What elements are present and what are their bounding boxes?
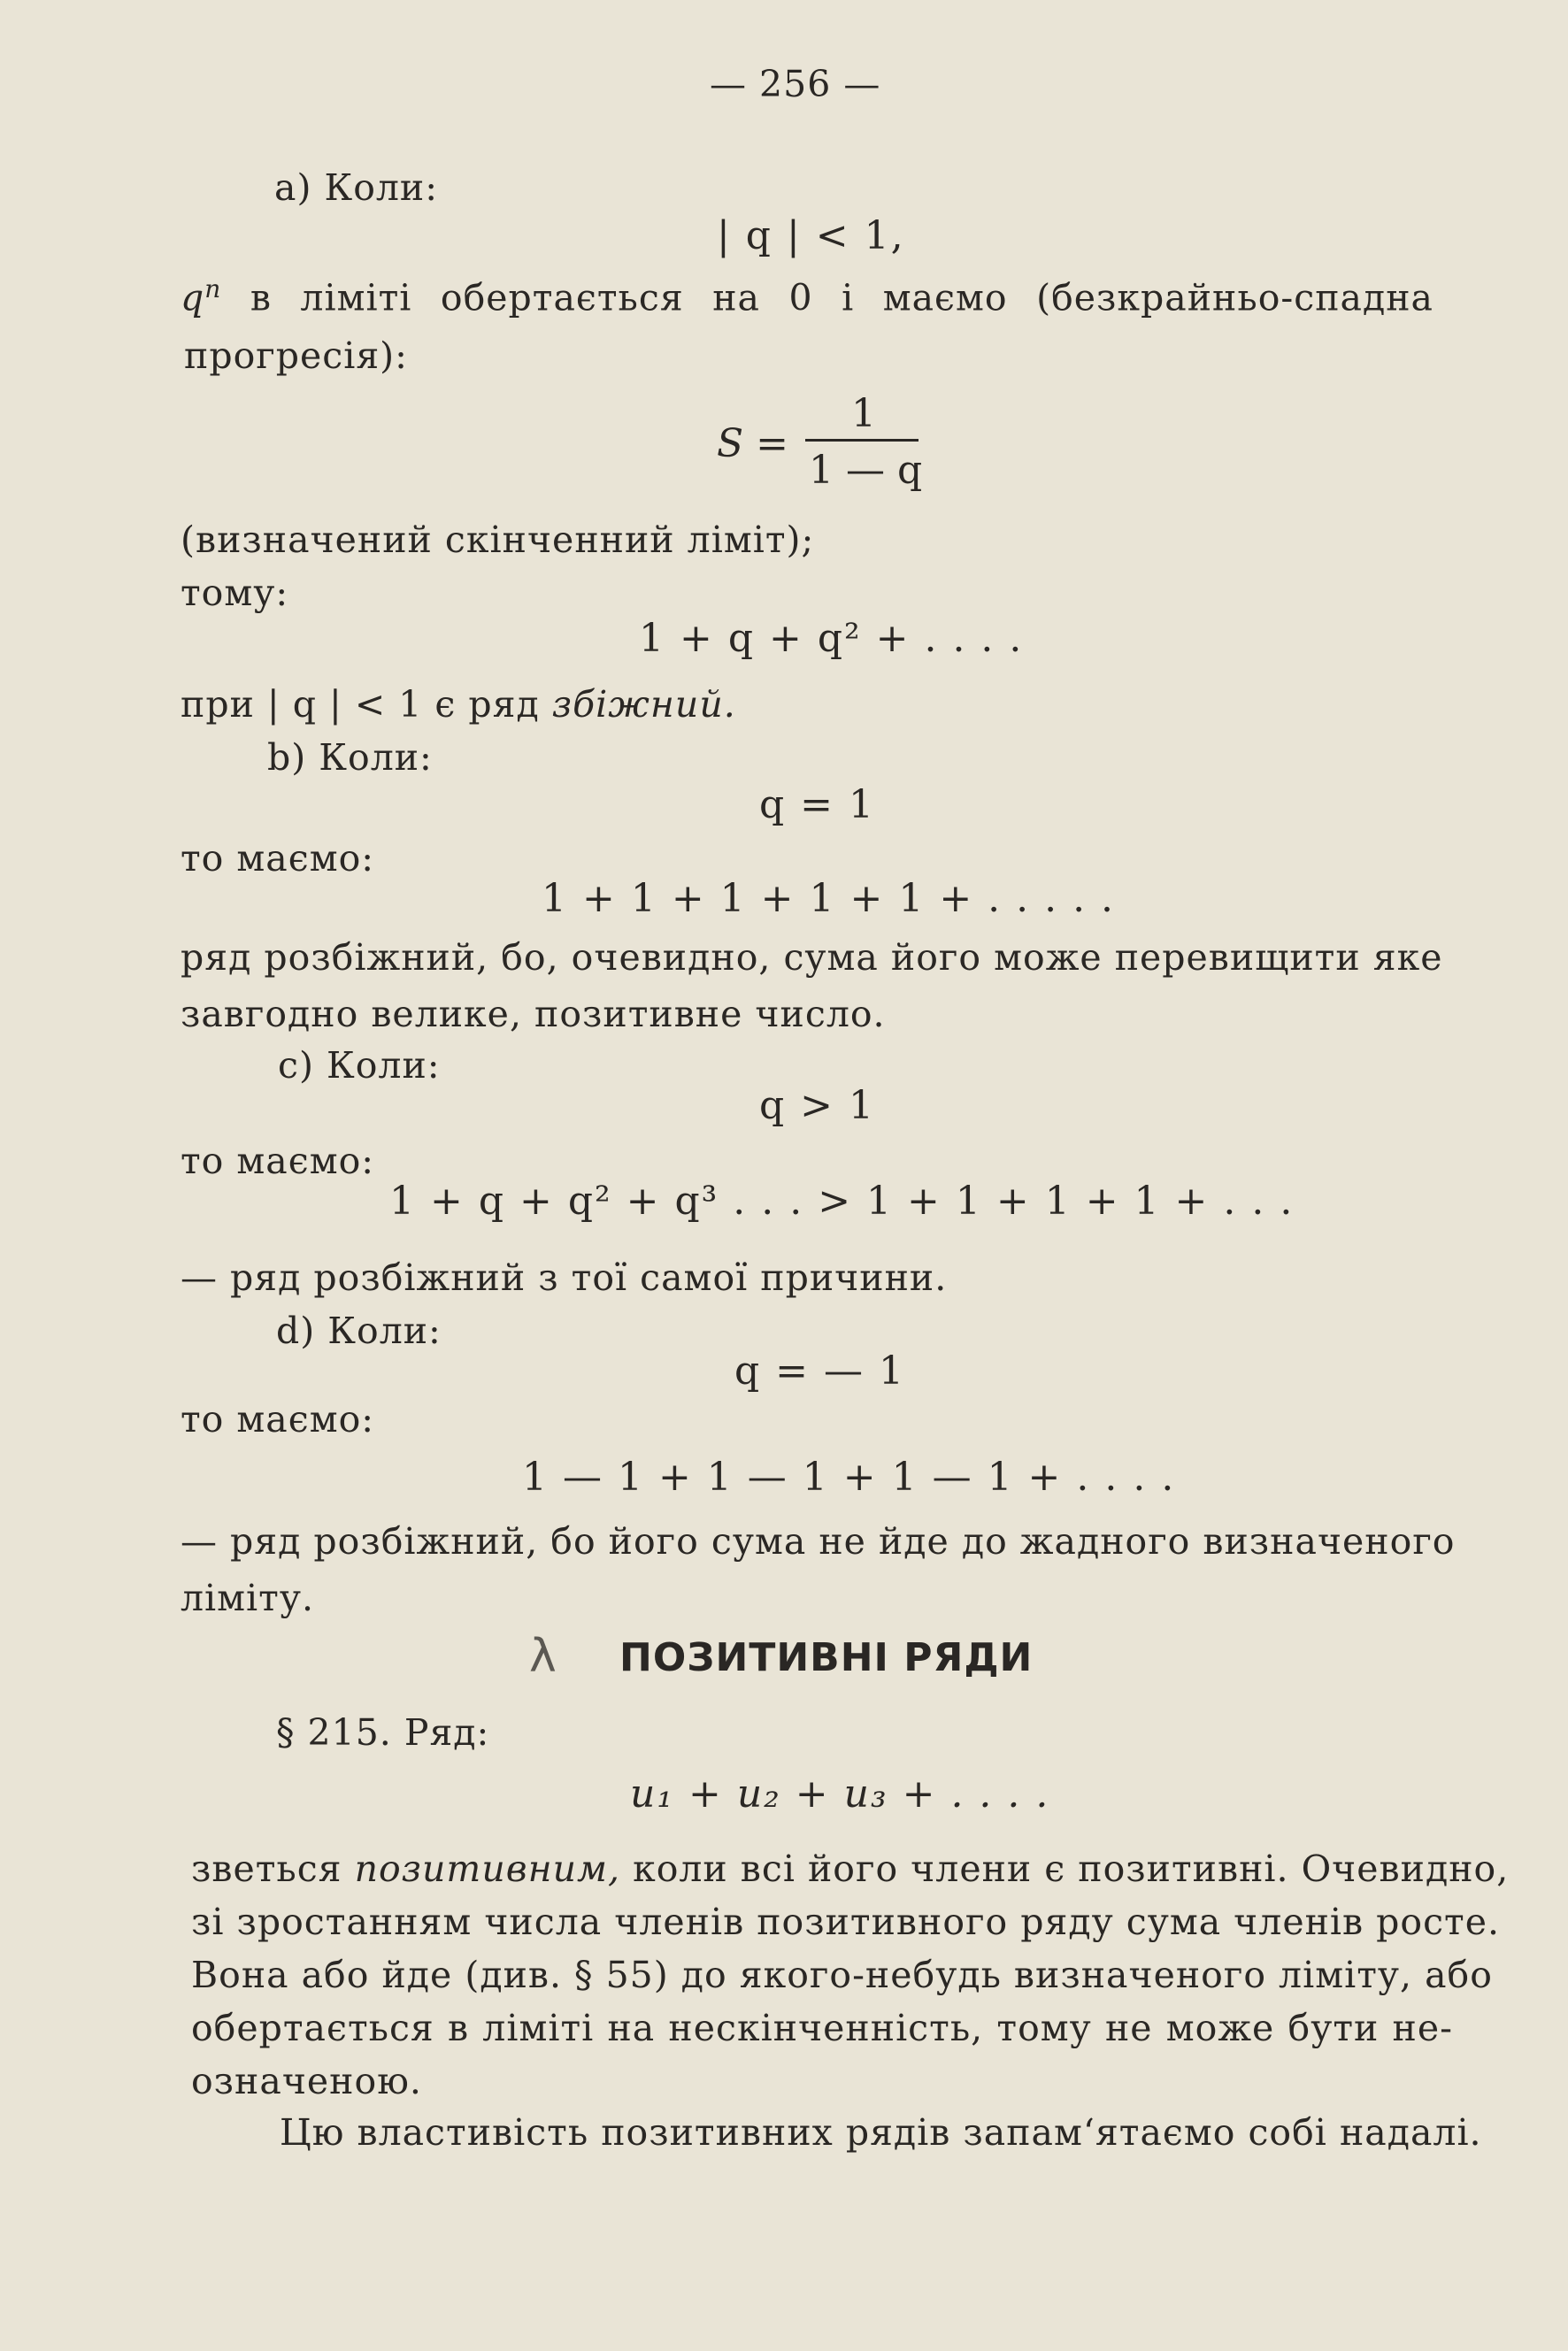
p1-text-a: зветься — [191, 1848, 355, 1890]
section-heading: ПОЗИТИВНІ РЯДИ — [619, 1635, 1034, 1680]
paragraph-line-2: зі зростанням числа членів позитивного ряду сума членів росте. — [191, 1901, 1501, 1943]
divergent-text-3b: ліміту. — [181, 1577, 315, 1619]
convergent-text: при | q | < 1 є ряд — [181, 683, 552, 726]
sum-formula — [717, 388, 929, 494]
paragraph-line-5: означеною. — [191, 2060, 422, 2102]
formula-geometric-series: 1 + q + q² + . . . . — [639, 616, 1024, 661]
paragraph-line-6: Цю властивість позитивних рядів запам‘ятаємо собі надалі. — [280, 2111, 1482, 2154]
convergent-emphasis: збіжний. — [551, 683, 736, 726]
case-a-label: a) Коли: — [274, 166, 439, 209]
progression-text: прогресія): — [184, 334, 408, 377]
divergent-text-3: — ряд розбіжний, бо його сума не йде до жадного визначеного — [181, 1520, 1456, 1563]
formula-q-eq-1: q = 1 — [759, 782, 875, 827]
qn-limit-text: в ліміті обертається на 0 і маємо (безкрайньо-спадна — [250, 276, 1433, 319]
then-text-2: то маємо: — [181, 1140, 375, 1182]
sum-numerator: 1 — [851, 391, 876, 436]
margin-mark: λ — [529, 1630, 557, 1683]
p1-emphasis: позитивним, — [354, 1848, 621, 1890]
paragraph-line-3: Вона або йде (див. § 55) до якого-небудь визначеного ліміту, або — [191, 1954, 1493, 1996]
paragraph-line-1 — [191, 1848, 1510, 1890]
paragraph-line-4: обертається в ліміті на нескінченність, тому не може бути не- — [191, 2007, 1453, 2049]
formula-u-series — [630, 1771, 1050, 1817]
formula-q-abs-lt-1: | q | < 1, — [717, 213, 905, 258]
then-text-3: то маємо: — [181, 1398, 375, 1441]
therefore-text: тому: — [181, 572, 289, 614]
formula-comparison: 1 + q + q² + q³ . . . > 1 + 1 + 1 + 1 + . . . — [389, 1179, 1295, 1224]
formula-q-gt-1: q > 1 — [759, 1083, 875, 1128]
formula-ones-series: 1 + 1 + 1 + 1 + 1 + . . . . . — [542, 876, 1116, 921]
page-number: — 256 — — [710, 63, 881, 105]
case-b-label: b) Коли: — [267, 736, 433, 779]
divergent-text-1b: завгодно велике, позитивне число. — [181, 993, 886, 1035]
case-d-label: d) Коли: — [276, 1310, 442, 1352]
divergent-text-2: — ряд розбіжний з тої самої причини. — [181, 1256, 948, 1299]
then-text-1: то маємо: — [181, 837, 375, 880]
formula-q-eq-minus-1: q = — 1 — [734, 1348, 905, 1394]
sum-lhs: S = — [717, 421, 788, 466]
case-c-label: c) Коли: — [278, 1044, 441, 1087]
formula-alternating-series: 1 — 1 + 1 — 1 + 1 — 1 + . . . . — [522, 1455, 1176, 1500]
q-symbol: q — [181, 276, 205, 319]
defined-limit-text: (визначений скінченний ліміт); — [181, 519, 815, 561]
qn-limit-line — [181, 274, 1433, 319]
divergent-text-1: ряд розбіжний, бо, очевидно, сума його може перевищити яке — [181, 936, 1443, 979]
sum-denominator: 1 — q — [809, 448, 923, 493]
p1-text-b: коли всі його члени є позитивні. Очевидно, — [620, 1848, 1510, 1890]
section-215-label: § 215. Ряд: — [276, 1711, 490, 1754]
n-exponent: n — [204, 274, 222, 303]
u-series-text: u₁ + u₂ + u₃ + . . . . — [630, 1771, 1050, 1817]
convergent-line — [181, 683, 736, 726]
fraction-bar — [805, 439, 919, 442]
